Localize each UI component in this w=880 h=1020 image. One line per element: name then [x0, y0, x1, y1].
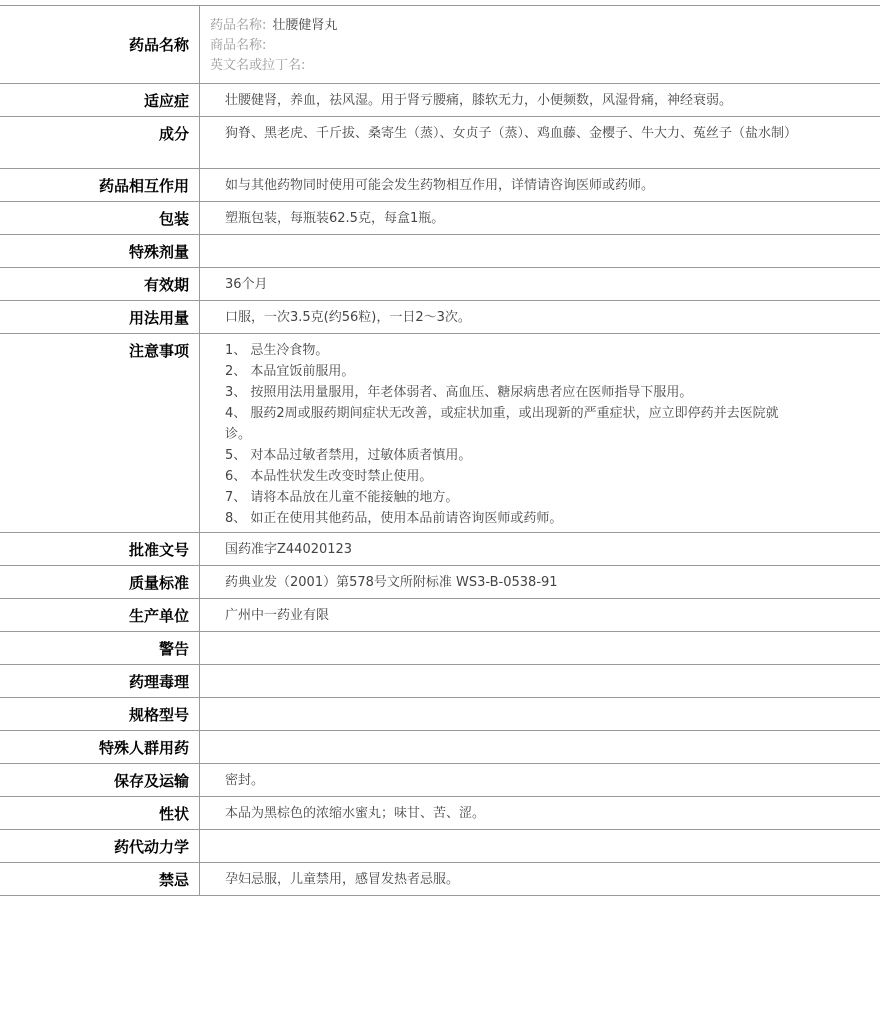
precaution-item: 1、 忌生冷食物。	[225, 343, 329, 358]
row-label: 特殊人群用药	[0, 731, 200, 763]
row-packaging	[0, 202, 880, 235]
row-value: 孕妇忌服，儿童禁用，感冒发热者忌服。	[225, 872, 460, 887]
row-indications	[0, 84, 880, 117]
row-value	[200, 665, 810, 697]
row-specification	[0, 698, 880, 731]
row-interactions	[0, 169, 880, 202]
row-label: 警告	[0, 632, 200, 664]
row-warning	[0, 632, 880, 665]
row-dosage	[0, 301, 880, 334]
row-label: 适应症	[0, 84, 200, 116]
name-line-value: 壮腰健肾丸	[272, 18, 338, 33]
row-storage	[0, 764, 880, 797]
precaution-item: 6、 本品性状发生改变时禁止使用。	[225, 469, 433, 484]
row-value: 壮腰健肾，养血，祛风湿。用于肾亏腰痛，膝软无力，小便频数，风湿骨痛，神经衰弱。	[225, 93, 733, 108]
row-label: 质量标准	[0, 566, 200, 598]
trade-name-label: 商品名称:	[210, 38, 267, 53]
row-value	[200, 334, 810, 532]
row-value: 密封。	[225, 773, 265, 788]
precaution-item: 4、 服药2周或服药期间症状无改善，或症状加重，或出现新的严重症状，应立即停药并去医院就诊。	[225, 406, 779, 442]
row-value	[200, 698, 810, 730]
latin-name-label: 英文名或拉丁名:	[210, 58, 306, 73]
row-label: 保存及运输	[0, 764, 200, 796]
row-value	[200, 6, 810, 83]
row-label: 特殊剂量	[0, 235, 200, 267]
row-value: 36个月	[225, 277, 268, 292]
ingredients-text: 狗脊、黑老虎、千斤拔、桑寄生（蒸）、女贞子（蒸）、鸡血藤、金樱子、牛大力、菟丝子（盐水制）	[225, 126, 798, 141]
row-value: 本品为黑棕色的浓缩水蜜丸；味甘、苦、涩。	[225, 806, 486, 821]
precaution-item: 3、 按照用法用量服用，年老体弱者、高血压、糖尿病患者应在医师指导下服用。	[225, 385, 693, 400]
drug-spec-table	[0, 5, 880, 896]
precaution-item: 2、 本品宜饭前服用。	[225, 364, 355, 379]
row-precautions	[0, 334, 880, 533]
row-label: 用法用量	[0, 301, 200, 333]
row-pharmacology	[0, 665, 880, 698]
row-quality-standard	[0, 566, 880, 599]
row-ingredients	[0, 117, 880, 169]
latin-name-line	[210, 56, 800, 76]
row-value	[200, 731, 810, 763]
row-value: 国药准字Z44020123	[225, 542, 353, 557]
row-value: 广州中一药业有限	[225, 608, 330, 623]
row-label: 包装	[0, 202, 200, 234]
row-value	[200, 632, 810, 664]
row-description	[0, 797, 880, 830]
row-label: 生产单位	[0, 599, 200, 631]
row-label: 注意事项	[0, 334, 200, 532]
row-label: 药品相互作用	[0, 169, 200, 201]
row-special-populations	[0, 731, 880, 764]
row-label: 药品名称	[0, 6, 200, 83]
trade-name-line	[210, 36, 800, 56]
row-approval-number	[0, 533, 880, 566]
row-pharmacokinetics	[0, 830, 880, 863]
row-value: 塑瓶包装，每瓶装62.5克，每盒1瓶。	[225, 211, 445, 226]
row-label: 成分	[0, 117, 200, 168]
precaution-item: 5、 对本品过敏者禁用，过敏体质者慎用。	[225, 448, 472, 463]
row-drug-name	[0, 6, 880, 84]
row-value: 如与其他药物同时使用可能会发生药物相互作用，详情请咨询医师或药师。	[225, 178, 655, 193]
row-label: 规格型号	[0, 698, 200, 730]
row-value: 口服，一次3.5克(约56粒)，一日2～3次。	[225, 310, 471, 325]
row-label: 批准文号	[0, 533, 200, 565]
name-line-label: 药品名称:	[210, 18, 267, 33]
row-label: 性状	[0, 797, 200, 829]
row-special-dosage	[0, 235, 880, 268]
row-label: 有效期	[0, 268, 200, 300]
precaution-item: 7、 请将本品放在儿童不能接触的地方。	[225, 490, 459, 505]
row-label: 禁忌	[0, 863, 200, 895]
row-label: 药代动力学	[0, 830, 200, 862]
row-shelf-life	[0, 268, 880, 301]
row-label: 药理毒理	[0, 665, 200, 697]
row-value	[200, 235, 810, 267]
row-value	[200, 830, 810, 862]
row-manufacturer	[0, 599, 880, 632]
row-contraindications	[0, 863, 880, 896]
row-value: 药典业发（2001）第578号文所附标准 WS3-B-0538-91	[225, 575, 558, 590]
name-line	[210, 16, 800, 36]
precaution-item: 8、 如正在使用其他药品，使用本品前请咨询医师或药师。	[225, 511, 563, 526]
row-value	[200, 117, 810, 168]
